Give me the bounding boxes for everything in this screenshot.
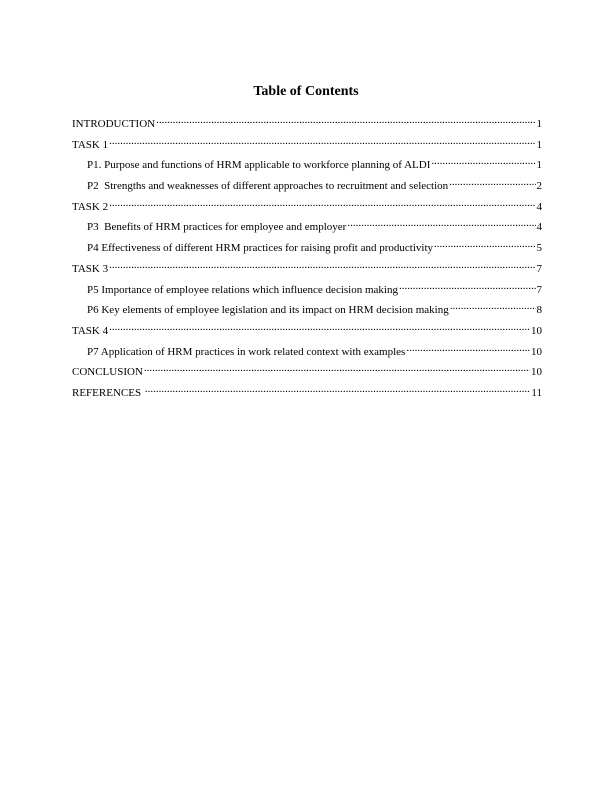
toc-entry-label: REFERENCES xyxy=(72,386,144,399)
toc-dot-leader xyxy=(109,196,535,210)
toc-list xyxy=(72,113,542,403)
toc-page-number: 10 xyxy=(531,345,542,358)
toc-page-number: 4 xyxy=(536,200,542,213)
toc-dot-leader xyxy=(450,299,536,313)
toc-page-number: 10 xyxy=(531,324,542,337)
toc-entry-p1[interactable] xyxy=(72,154,542,175)
toc-page-number: 1 xyxy=(536,159,542,172)
toc-entry-label: TASK 3 xyxy=(72,262,109,275)
toc-entry-p2[interactable] xyxy=(72,175,542,196)
toc-dot-leader xyxy=(347,216,535,230)
toc-dot-leader xyxy=(434,237,535,251)
toc-entry-p7[interactable] xyxy=(72,341,542,362)
toc-dot-leader xyxy=(399,279,536,293)
toc-dot-leader xyxy=(145,382,531,396)
toc-page-number: 5 xyxy=(536,242,542,255)
toc-entry-label: P7 Application of HRM practices in work related context with examples xyxy=(87,345,406,358)
toc-entry-label: TASK 2 xyxy=(72,200,109,213)
toc-entry-label: TASK 1 xyxy=(72,138,109,151)
toc-entry-label: P6 Key elements of employee legislation and its impact on HRM decision making xyxy=(87,304,449,317)
toc-dot-leader xyxy=(449,175,535,189)
toc-page-number: 8 xyxy=(536,304,542,317)
toc-title: Table of Contents xyxy=(253,84,359,99)
toc-entry-label: TASK 4 xyxy=(72,324,109,337)
toc-entry-p6[interactable] xyxy=(72,299,542,320)
toc-entry-label: P3 Benefits of HRM practices for employee and employer xyxy=(87,221,347,234)
toc-page-number: 2 xyxy=(536,180,542,193)
toc-entry-task-1[interactable] xyxy=(72,134,542,155)
toc-page-number: 1 xyxy=(536,138,542,151)
toc-dot-leader xyxy=(109,258,535,272)
toc-dot-leader xyxy=(109,134,535,148)
toc-entry-label: P1. Purpose and functions of HRM applicable to workforce planning of ALDI xyxy=(87,159,431,172)
toc-page-number: 10 xyxy=(531,366,542,379)
toc-page-number: 7 xyxy=(536,283,542,296)
toc-entry-p5[interactable] xyxy=(72,279,542,300)
toc-entry-label: P4 Effectiveness of different HRM practices for raising profit and productivity xyxy=(87,242,434,255)
toc-dot-leader xyxy=(406,341,530,355)
toc-dot-leader xyxy=(431,154,535,168)
toc-entry-p4[interactable] xyxy=(72,237,542,258)
toc-entry-label: CONCLUSION xyxy=(72,366,143,379)
toc-dot-leader xyxy=(109,320,530,334)
toc-page-number: 11 xyxy=(531,386,542,399)
toc-entry-task-4[interactable] xyxy=(72,320,542,341)
toc-entry-label: P2 Strengths and weaknesses of different approaches to recruitment and selection xyxy=(87,180,449,193)
toc-entry-label: P5 Importance of employee relations which influence decision making xyxy=(87,283,398,296)
toc-page-number: 4 xyxy=(536,221,542,234)
toc-entry-task-3[interactable] xyxy=(72,258,542,279)
toc-entry-conclusion[interactable] xyxy=(72,361,542,382)
toc-dot-leader xyxy=(156,113,535,127)
toc-entry-references[interactable] xyxy=(72,382,542,403)
toc-dot-leader xyxy=(144,361,530,375)
toc-entry-p3[interactable] xyxy=(72,216,542,237)
toc-page-number: 7 xyxy=(536,262,542,275)
toc-entry-introduction[interactable] xyxy=(72,113,542,134)
toc-entry-label: INTRODUCTION xyxy=(72,118,156,130)
toc-page-number: 1 xyxy=(536,118,542,130)
toc-entry-task-2[interactable] xyxy=(72,196,542,217)
